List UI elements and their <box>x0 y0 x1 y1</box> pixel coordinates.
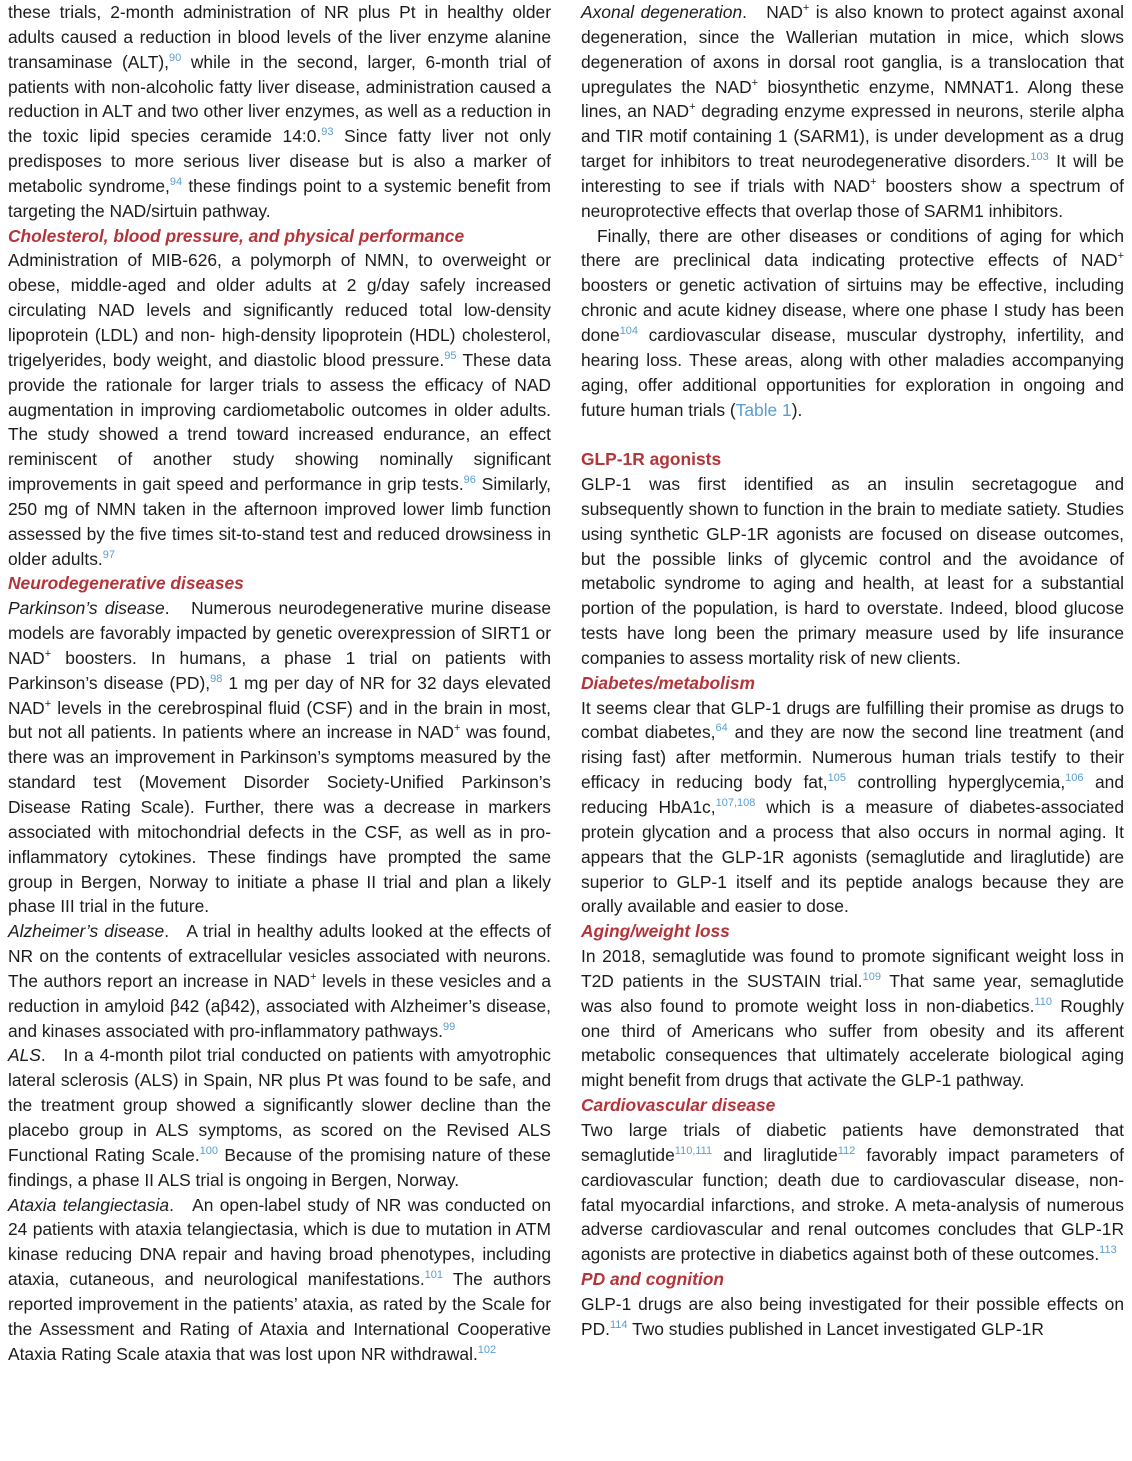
citation[interactable]: 107,108 <box>715 797 756 810</box>
paragraph-glp1: GLP-1 was first identified as an insulin secretagogue and subsequently shown to function in the brain to mediate satiety. Studies using synthetic GLP-1R agonists are focused on disease outcomes, but the possible links of glycemic control and the avoidance of metabolic syndrome to aging and health, at least for a substantial portion of the population, is hard to overstate. Indeed, blood glucose tests have long been the primary measure used by life insurance companies to assess mortality risk of new clients. <box>581 474 1124 668</box>
citation[interactable]: 110 <box>1034 995 1052 1008</box>
citation[interactable]: 94 <box>169 176 183 189</box>
citation[interactable]: 96 <box>463 474 476 487</box>
left-column <box>8 0 551 1461</box>
citation[interactable]: 93 <box>321 126 334 139</box>
citation[interactable]: 97 <box>102 548 115 561</box>
paragraph-diabetes: It seems clear that GLP-1 drugs are fulfilling their promise as drugs to combat diabetes,$^{64}$ and they are now the second line treatment (and rising fast) after metformin. Numerous human trials testify to their efficacy in reducing body fat,$^{105}$ controlling hyperglycemia,$^{106}$ and reducing HbA1c,$^{107,108}$ which is a measure of diabetes-associated protein glycation and a process that also occurs in normal aging. It appears that the GLP-1R agonists (semaglutide and liraglutide) are superior to GLP-1 itself and its peptide analogs because they are orally available and easier to dose. <box>581 697 1124 917</box>
citation[interactable]: 100 <box>199 1145 219 1158</box>
section-heading-cholesterol: Cholesterol, blood pressure, and physical performance <box>8 225 465 246</box>
run-in-heading: ALS <box>8 1045 41 1066</box>
citation[interactable]: 114 <box>610 1318 628 1331</box>
run-in-heading: Axonal degeneration <box>581 2 743 22</box>
citation[interactable]: 101 <box>424 1269 444 1282</box>
paragraph-axonal: Axonal degeneration. NAD+ is also known to protect against axonal degeneration, since the Wallerian mutation in mice, which slows degeneration of axons in dorsal root ganglia, is a translocation that upregulates the NAD+ biosynthetic enzyme, NMNAT1. Along these lines, an NAD+ degrading enzyme expressed in neurons, sterile alpha and TIR motif containing 1 (SARM1), is under development as a drug target for inhibitors to treat neurodegenerative disorders.$^{103}$ It will be interesting to see if trials with NAD+ boosters show a spectrum of neuroprotective effects that overlap those of SARM1 inhibitors. <box>581 2 1125 221</box>
citation[interactable]: 102 <box>477 1343 497 1356</box>
right-column <box>581 0 1124 1461</box>
citation[interactable]: 105 <box>827 772 846 785</box>
paragraph-aging: In 2018, semaglutide was found to promote significant weight loss in T2D patients in the SUSTAIN trial.$^{109}$ That same year, semaglutide was also found to promote weight loss in non-diabetics.$^{110}$ Roughly one third of Americans who suffer from obesity and its afferent metabolic consequences that ultimately accelerate biological aging might benefit from drugs that activate the GLP-1 pathway. <box>581 946 1124 1091</box>
paragraph-liver: these trials, 2-month administration of NR plus Pt in healthy older adults caused a reduction in blood levels of the liver enzyme alanine transaminase (ALT),$^{90}$ while in the second, larger, 6-month trial of patients with non-alcoholic fatty liver disease, administration caused a reduction in ALT and two other liver enzymes, as well as a reduction in the toxic lipid species ceramide 14:0.93 Since fatty liver not only predisposes to more serious liver disease but is also a marker of metabolic syndrome,$^{94}$ these findings point to a systemic benefit from targeting the NAD/sirtuin pathway. <box>8 2 551 221</box>
citation[interactable]: 99 <box>442 1020 456 1033</box>
article-page <box>8 0 1124 1461</box>
run-in-heading: Parkinson’s disease <box>8 598 165 619</box>
run-in-heading: Alzheimer’s disease <box>8 921 165 942</box>
citation[interactable]: 103 <box>1030 151 1049 164</box>
section-heading-pd-cognition: PD and cognition <box>581 1269 724 1290</box>
table-1-link[interactable]: Table 1 <box>735 399 792 420</box>
citation[interactable]: 106 <box>1065 772 1084 785</box>
citation[interactable]: 98 <box>210 672 223 685</box>
paragraph-cardiovascular: Two large trials of diabetic patients have demonstrated that semaglutide$^{110,111}$ and liraglutide$^{112}$ favorably impact parameters of cardiovascular function; death due to cardiovascular disease, non-fatal myocardial infarctions, and stroke. A meta-analysis of numerous adverse cardiovascular and renal outcomes concludes that GLP-1R agonists are protective in diabetics against both of these outcomes.$^{113}$ <box>581 1119 1124 1265</box>
citation[interactable]: 104 <box>619 325 639 338</box>
paragraph-alzheimers: Alzheimer’s disease. A trial in healthy adults looked at the effects of NR on the contents of extracellular vesicles associated with neurons. The authors report an increase in NAD+ levels in these vesicles and a reduction in amyloid β42 (aβ42), associated with Alzheimer’s disease, and kinases associated with pro-inflammatory pathways.$^{99}$ <box>8 921 552 1041</box>
run-in-heading: Ataxia telangiectasia <box>8 1194 170 1215</box>
section-heading-glp1r: GLP-1R agonists <box>581 449 722 470</box>
paragraph-cholesterol: Administration of MIB-626, a polymorph of NMN, to overweight or obese, middle-aged and older adults at 2 g/day safely increased circulating NAD levels and significantly reduced total low-density lipoprotein (LDL) and non- high-density lipoprotein (HDL) cholesterol, trigelyerides, body weight, and diastolic blood pressure.$^{95}$ These data provide the rationale for larger trials to assess the efficacy of NAD augmentation in improving cardiometabolic outcomes in older adults. The study showed a trend toward increased endurance, an effect reminiscent of another study showing nominally significant improvements in gait speed and performance in grip tests.$^{96}$ Similarly, 250 mg of NMN taken in the afternoon improved lower limb function assessed by the five times sit-to-stand test and reduced drowsiness in older adults.$^{97}$ <box>8 250 551 569</box>
citation[interactable]: 113 <box>1099 1244 1117 1257</box>
section-heading-neurodegenerative: Neurodegenerative diseases <box>8 573 244 594</box>
citation[interactable]: 109 <box>862 971 881 984</box>
paragraph-pd-cognition: GLP-1 drugs are also being investigated for their possible effects on PD.$^{114}$ Two studies published in Lancet investigated GLP-1R <box>581 1293 1124 1339</box>
section-heading-diabetes: Diabetes/metabolism <box>581 672 755 693</box>
citation[interactable]: 110,111 <box>674 1145 713 1158</box>
citation[interactable]: 90 <box>169 51 182 64</box>
paragraph-parkinsons: Parkinson’s disease. Numerous neurodegenerative murine disease models are favorably impacted by genetic overexpression of SIRT1 or NAD+ boosters. In humans, a phase 1 trial on patients with Parkinson’s disease (PD),$^{98}$ 1 mg per day of NR for 32 days elevated NAD+ levels in the cerebrospinal fluid (CSF) and in the brain in most, but not all patients. In patients where an increase in NAD+ was found, there was an improvement in Parkinson’s symptoms measured by the standard test (Movement Disorder Society-Unified Parkinson’s Disease Rating Scale). Further, there was a decrease in markers associated with mitochondrial defects in the CSF, as well as in pro-inflammatory cytokines. These findings have prompted the same group in Bergen, Norway to initiate a phase II trial and plan a likely phase III trial in the future. <box>8 598 551 917</box>
citation[interactable]: 112 <box>837 1145 856 1158</box>
paragraph-ataxia: Ataxia telangiectasia. An open-label study of NR was conducted on 24 patients with ataxia telangiectasia, which is due to mutation in ATM kinase reducing DNA repair and having broad phenotypes, including ataxia, cutaneous, and neurological manifestations.$^{101}$ The authors reported improvement in the patients’ ataxia, as rated by the Scale for the Assessment and Rating of Ataxia and International Cooperative Ataxia Rating Scale ataxia that was lost upon NR withdrawal.$^{102}$ <box>8 1194 552 1364</box>
section-heading-aging: Aging/weight loss <box>581 921 730 942</box>
paragraph-als: ALS. In a 4-month pilot trial conducted on patients with amyotrophic lateral sclerosis (ALS) in Spain, NR plus Pt was found to be safe, and the treatment group showed a significantly slower decline than the placebo group in ALS symptoms, as scored on the Revised ALS Functional Rating Scale.$^{100}$ Because of the promising nature of these findings, a phase II ALS trial is ongoing in Bergen, Norway. <box>8 1045 551 1190</box>
citation[interactable]: 95 <box>444 350 457 363</box>
citation[interactable]: 64 <box>715 722 728 735</box>
paragraph-other-diseases: Finally, there are other diseases or conditions of aging for which there are preclinical data indicating protective effects of NAD+ boosters or genetic activation of sirtuins may be effective, including chronic and acute kidney disease, where one phase I study has been done$^{104}$ cardiovascular disease, muscular dystrophy, infertility, and hearing loss. These areas, along with other maladies accompanying aging, offer additional opportunities for exploration in ongoing and future human trials (Table 1). <box>581 225 1124 420</box>
section-heading-cardiovascular: Cardiovascular disease <box>581 1095 776 1116</box>
